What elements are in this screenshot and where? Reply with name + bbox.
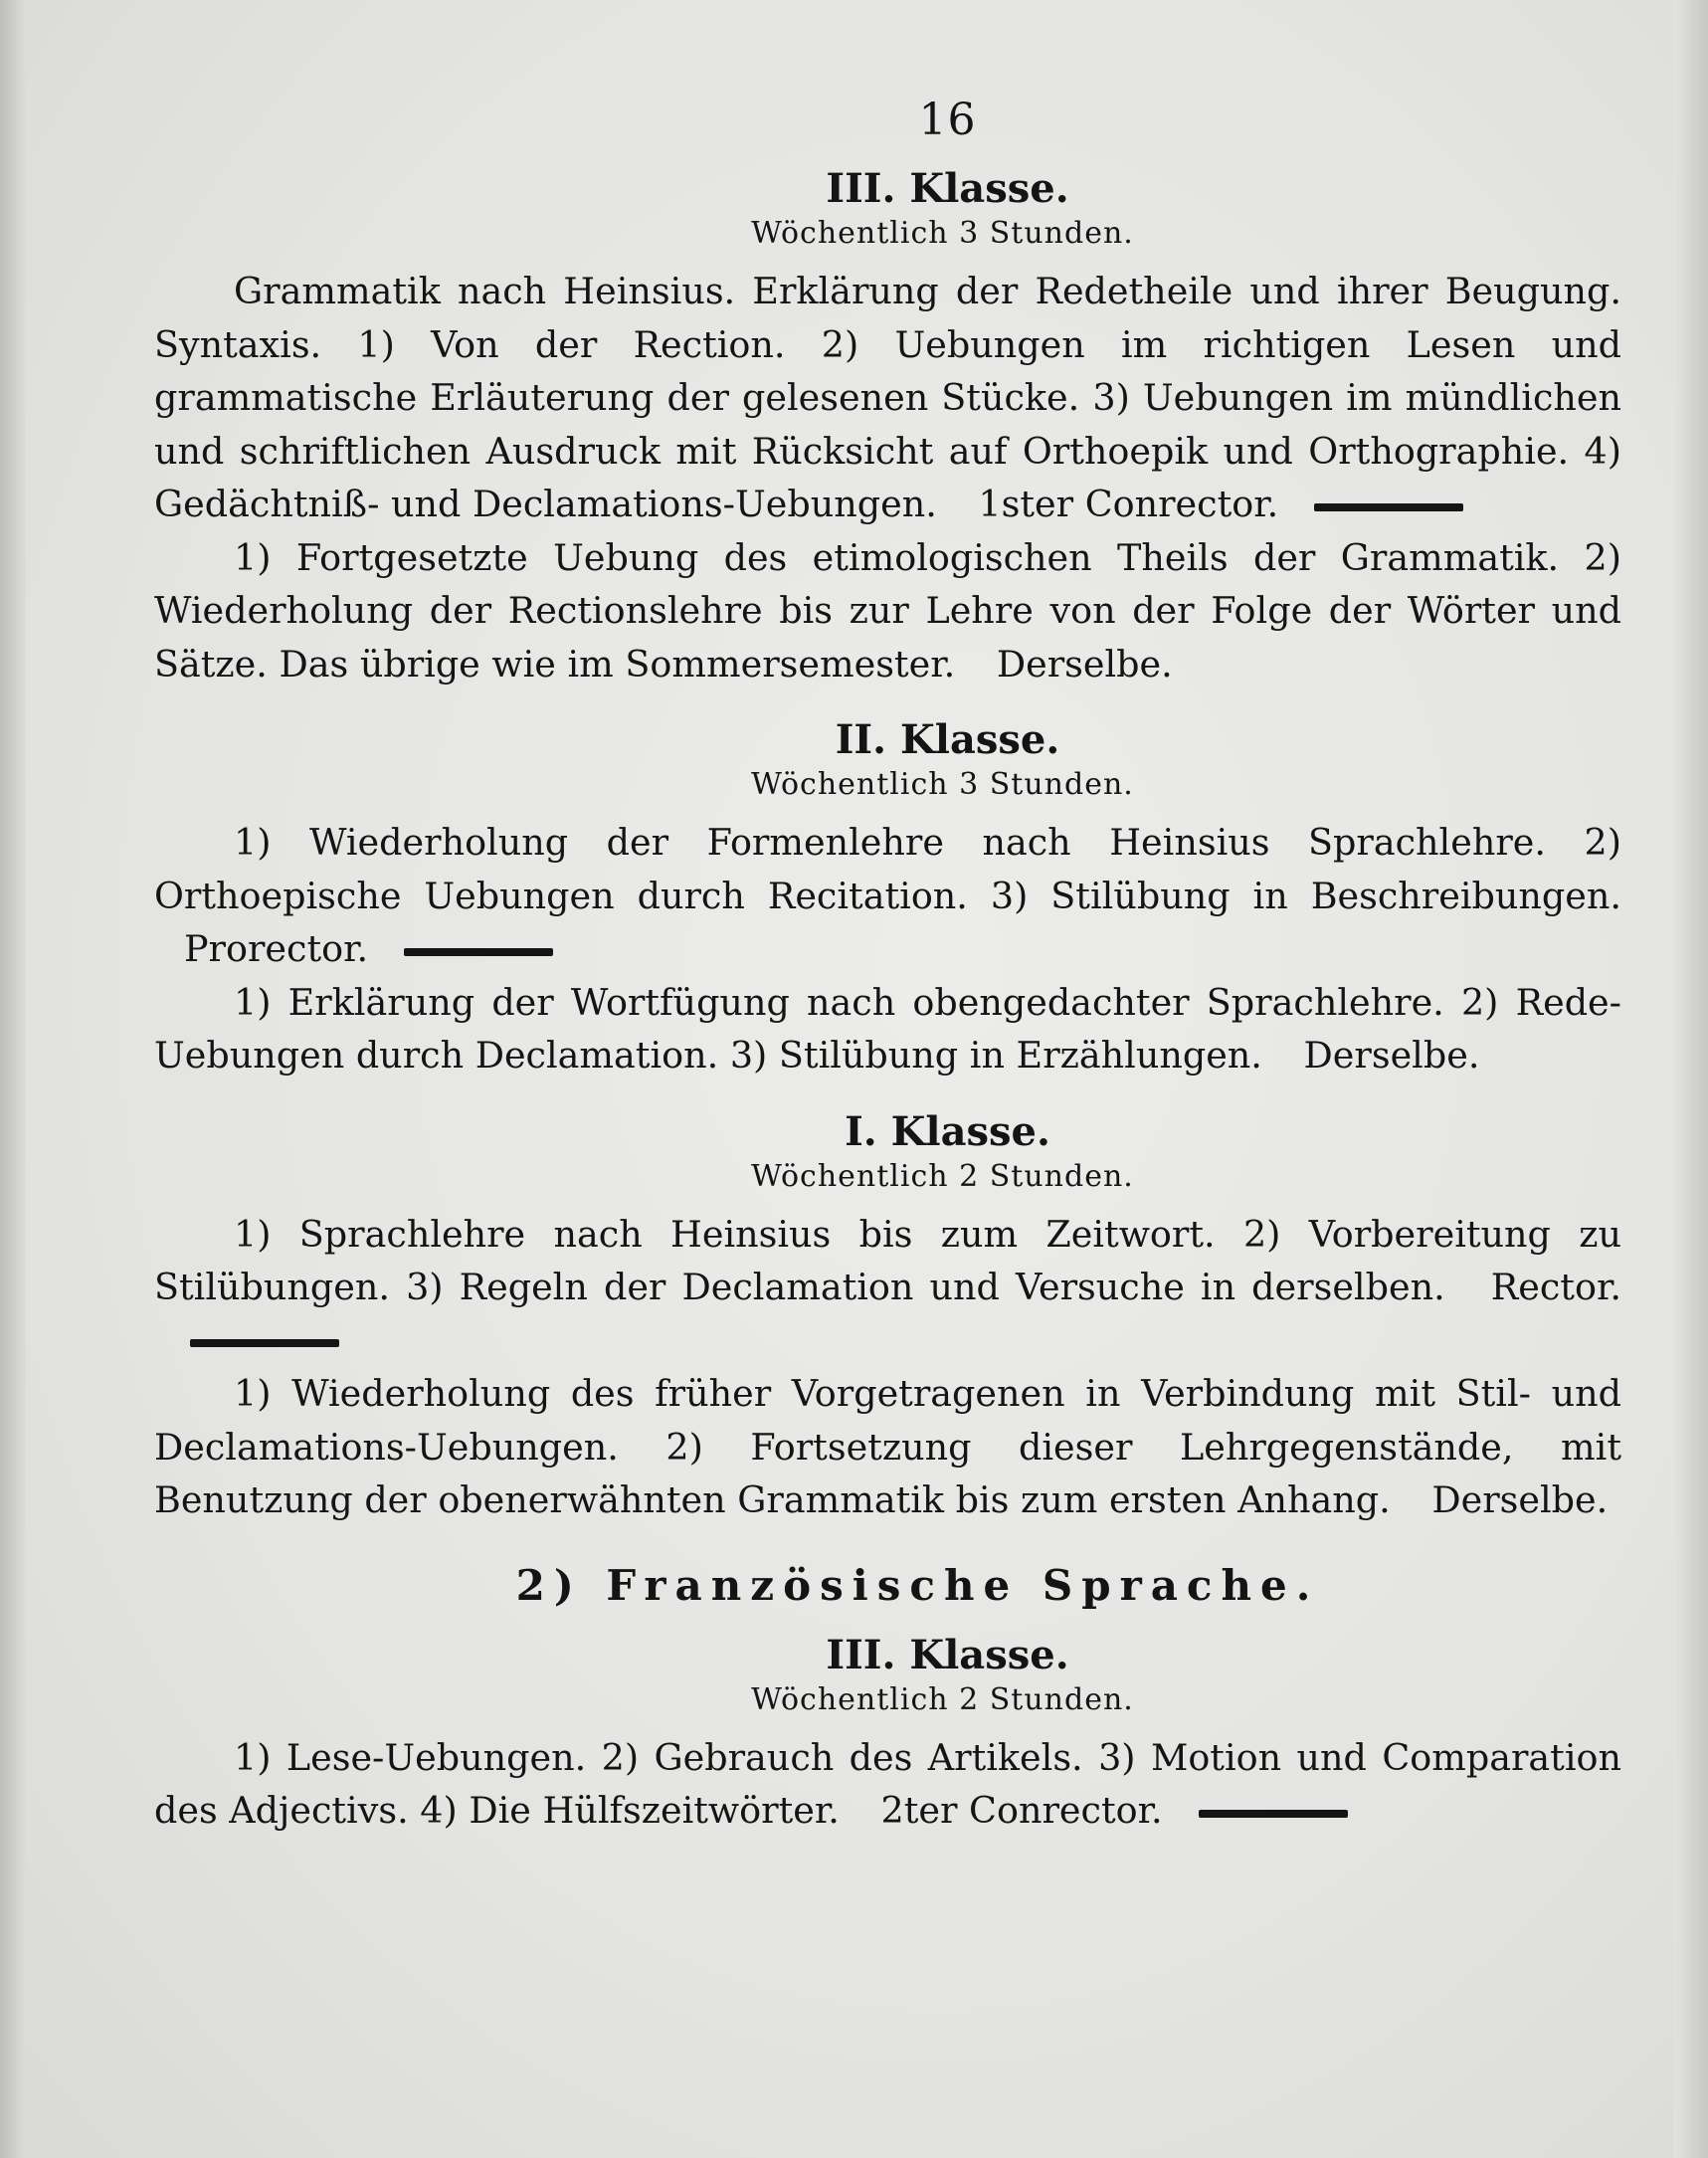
teacher-label: Prorector.	[184, 927, 369, 970]
class-heading-i: I. Klasse.	[845, 1107, 1050, 1155]
teacher-label: 2ter Conrector.	[880, 1789, 1163, 1832]
paragraph-text: 1) Erklärung der Wortfügung nach obengedachter Sprachlehre. 2) Rede-Uebungen durch Declamation. 3) Stilübung in Erzählungen.	[154, 980, 1621, 1077]
teacher-label: 1ster Conrector.	[978, 483, 1279, 525]
text-column	[154, 95, 1621, 1838]
weekly-hours: Wöchentlich 3 Stunden.	[751, 767, 1134, 802]
paragraph-text: 1) Lese-Uebungen. 2) Gebrauch des Artikels. 3) Motion und Comparation des Adjectivs. 4) Die Hülfszeitwörter.	[154, 1735, 1621, 1832]
dash-separator	[404, 948, 553, 956]
winter-paragraph	[154, 531, 1621, 691]
teacher-label: Derselbe.	[1431, 1478, 1609, 1521]
weekly-hours: Wöchentlich 2 Stunden.	[751, 1681, 1134, 1717]
section-heading-french: 2) Französische Sprache.	[515, 1560, 1320, 1610]
class-heading-iii: III. Klasse.	[826, 165, 1069, 212]
page-edge-right	[1674, 0, 1708, 2158]
paragraph-text: 1) Fortgesetzte Uebung des etimologischen Theils der Grammatik. 2) Wiederholung der Rectionslehre bis zur Lehre von der Folge der Wörter und Sätze. Das übrige wie im Sommersemester.	[154, 535, 1621, 686]
page-number: 16	[918, 95, 977, 145]
paragraph-text: 1) Wiederholung des früher Vorgetragenen in Verbindung mit Stil- und Declamations-Uebungen. 2) Fortsetzung dieser Lehrgegenstände, mit Benutzung der obenerwähnten Grammatik bis zum ersten Anhang.	[154, 1372, 1621, 1521]
paragraph-text: 1) Wiederholung der Formenlehre nach Heinsius Sprachlehre. 2) Orthoepische Uebungen durch Recitation. 3) Stilübung in Beschreibungen.	[154, 821, 1621, 917]
dash-separator	[1314, 503, 1463, 511]
summer-paragraph	[154, 1731, 1621, 1838]
class-heading-iii-french: III. Klasse.	[826, 1631, 1069, 1678]
teacher-label: Derselbe.	[1303, 1034, 1480, 1077]
teacher-label: Derselbe.	[996, 642, 1173, 686]
winter-paragraph	[154, 976, 1621, 1082]
page-edge-left	[0, 0, 26, 2158]
dash-separator	[190, 1339, 339, 1347]
weekly-hours: Wöchentlich 2 Stunden.	[751, 1158, 1134, 1194]
winter-paragraph	[154, 1367, 1621, 1527]
teacher-label: Rector.	[1490, 1266, 1621, 1308]
summer-paragraph	[154, 265, 1621, 531]
weekly-hours: Wöchentlich 3 Stunden.	[751, 216, 1134, 251]
summer-paragraph	[154, 816, 1621, 976]
paragraph-text: Grammatik nach Heinsius. Erklärung der Redetheile und ihrer Beugung. Syntaxis. 1) Von der Rection. 2) Uebungen im richtigen Lesen und grammatische Erläuterung der gelesenen Stücke. 3) Uebungen im mündlichen und schriftlichen Ausdruck mit Rücksicht auf Orthoepik und Orthographie. 4) Gedächtniß- und Declamations-Uebungen.	[154, 270, 1621, 525]
dash-separator	[1199, 1810, 1348, 1818]
class-heading-ii: II. Klasse.	[835, 716, 1060, 763]
paragraph-text: 1) Sprachlehre nach Heinsius bis zum Zeitwort. 2) Vorbereitung zu Stilübungen. 3) Regeln der Declamation und Versuche in derselben.	[154, 1212, 1621, 1308]
summer-paragraph	[154, 1208, 1621, 1368]
